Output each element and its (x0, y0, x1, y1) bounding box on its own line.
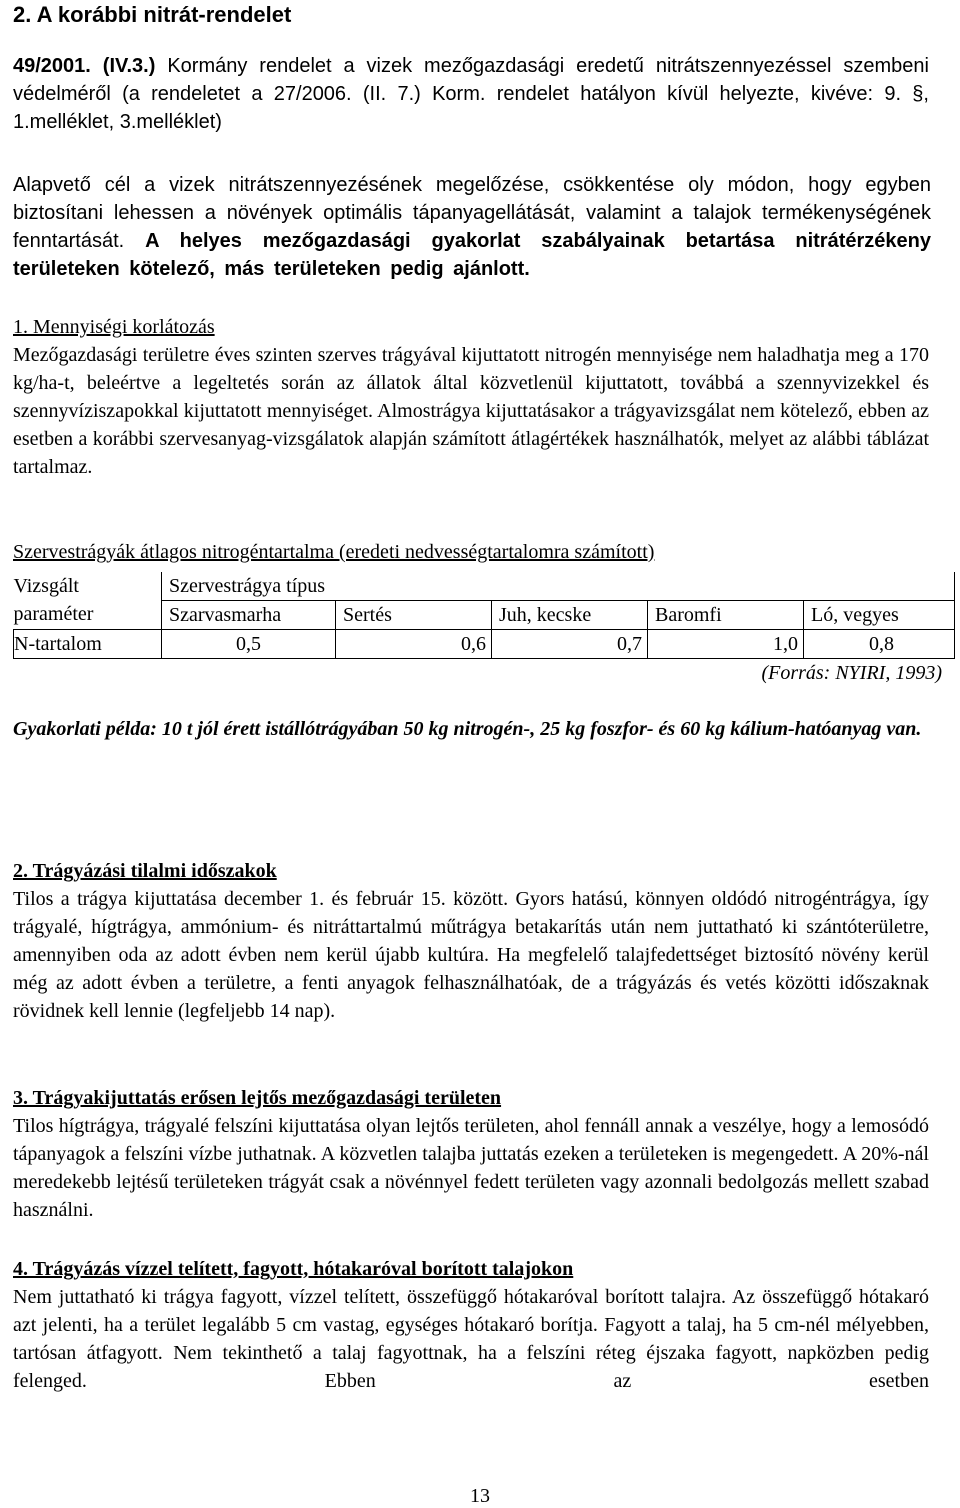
section4-heading: 4. Trágyázás vízzel telített, fagyott, hótakaróval borított talajokon (13, 1258, 574, 1280)
col-header-1: Sertés (336, 601, 492, 630)
col-header-4: Ló, vegyes (804, 601, 955, 630)
type-header: Szervestrágya típus (162, 572, 955, 601)
section3-text: Tilos hígtrágya, trágyalé felszíni kijuttatása olyan lejtős területen, ahol fennáll annak a veszélye, hogy a lemosódó tápanyagok a felszíni vízbe juthatnak. A közvetlen talajba juttatás ezeken a területeken is megengedett. A 20%-nál meredekebb lejtésű területeken trágyát csak a növénnyel fedett területen vagy azonnali bedolgozás mellett szabad használni. (13, 1115, 929, 1221)
section2-heading: 2. Trágyázási tilalmi időszakok (13, 860, 277, 882)
page-title: 2. A korábbi nitrát-rendelet (13, 2, 292, 27)
page-number: 13 (470, 1485, 490, 1507)
section2-text: Tilos a trágya kijuttatása december 1. és február 15. között. Gyors hatású, könnyen oldódó nitrogéntrágya, így trágyalé, hígtrágya, ammónium- és nitráttartalmú műtrágya betakarítás után nem juttatható ki szántóterületre, amennyiben oda az adott évben nem kerül újabb kultúra. Ha megfelelő talajfedettséget biztosító növény kerül még az adott évben a területre, a fenti anyagok felhasználhatóak, de a trágyázás és vetés közötti időszaknak rövidnek kell lennie (legfeljebb 14 nap). (13, 888, 929, 1022)
section1-text: Mezőgazdasági területre éves szinten szerves trágyával kijuttatott nitrogén mennyisége nem haladhatja meg a 170 kg/ha-t, beleértve a legeltetés során az állatok által közvetlenül kijuttatott, továbbá a szennyvizekkel és szennyvíziszapokkal kijuttatott mennyiséget. Almostrágya kijuttatásakor a trágyavizsgálat nem kötelező, ebben az esetben a korábbi szervesanyag-vizsgálatok alapján számított átlagértékek használhatók, melyet az alábbi táblázat tartalmaz. (13, 344, 929, 478)
param-label-bottom: paraméter (14, 601, 162, 630)
value-cell-3: 1,0 (648, 630, 804, 659)
section2-heading-line (13, 857, 929, 885)
row-label: N-tartalom (14, 630, 162, 659)
param-label-top: Vizsgált (14, 572, 162, 601)
section4-text: Nem juttatható ki trágya fagyott, vízzel telített, összefüggő hótakaróval borított talajra. Az összefüggő hótakaró azt jelenti, ha a terület legalább 5 cm vastag, egységes hótakaró borítja. Fagyott a talaj, ha 5 cm-nél mélyebben, tartósan átfagyott. Nem tekinthető a talaj fagyottnak, ha a felszíni réteg éjszaka fagyott, napközben pedig felenged. Ebben az esetben (13, 1286, 929, 1392)
col-header-0: Szarvasmarha (162, 601, 336, 630)
goal-paragraph (13, 171, 931, 283)
col-header-3: Baromfi (648, 601, 804, 630)
practical-example: Gyakorlati példa: 10 t jól érett istállótrágyában 50 kg nitrogén-, 25 kg foszfor- és 60 kg kálium-hatóanyag van. (13, 718, 922, 740)
table-source: (Forrás: NYIRI, 1993) (761, 662, 942, 684)
nitrogen-content-table (13, 572, 955, 659)
goal-emphasis: A helyes mezőgazdasági gyakorlat szabályainak betartása nitrátérzékeny területeken kötelező, más területeken pedig ajánlott. (13, 230, 931, 280)
value-cell-2: 0,7 (492, 630, 648, 659)
decree-paragraph (13, 52, 929, 136)
table-caption-line (13, 538, 929, 566)
value-cell-1: 0,6 (336, 630, 492, 659)
decree-text: Kormány rendelet a vizek mezőgazdasági eredetű nitrátszennyezéssel szembeni védelméről (a rendeletet a 27/2006. (II. 7.) Korm. rendelet hatályon kívül helyezte, kivéve: 9. §, 1.melléklet, 3.melléklet) (13, 55, 929, 133)
section3-heading: 3. Trágyakijuttatás erősen lejtős mezőgazdasági területen (13, 1087, 502, 1109)
section1-heading: 1. Mennyiségi korlátozás (13, 316, 215, 338)
goal-text: Alapvető cél a vizek nitrátszennyezésének megelőzése, csökkentése oly módon, hogy egyben biztosítani lehessen a növények optimális tápanyagellátását, valamint a talajok termékenységének fenntartását. (13, 174, 931, 252)
table-caption: Szervestrágyák átlagos nitrogéntartalma (eredeti nedvességtartalomra számított) (13, 541, 655, 563)
section1-heading-line (13, 313, 929, 341)
col-header-2: Juh, kecske (492, 601, 648, 630)
section4-heading-line (13, 1255, 929, 1283)
value-cell-0: 0,5 (162, 630, 336, 659)
section3-heading-line (13, 1084, 929, 1112)
value-cell-4: 0,8 (804, 630, 955, 659)
decree-number: 49/2001. (IV.3.) (13, 55, 156, 77)
